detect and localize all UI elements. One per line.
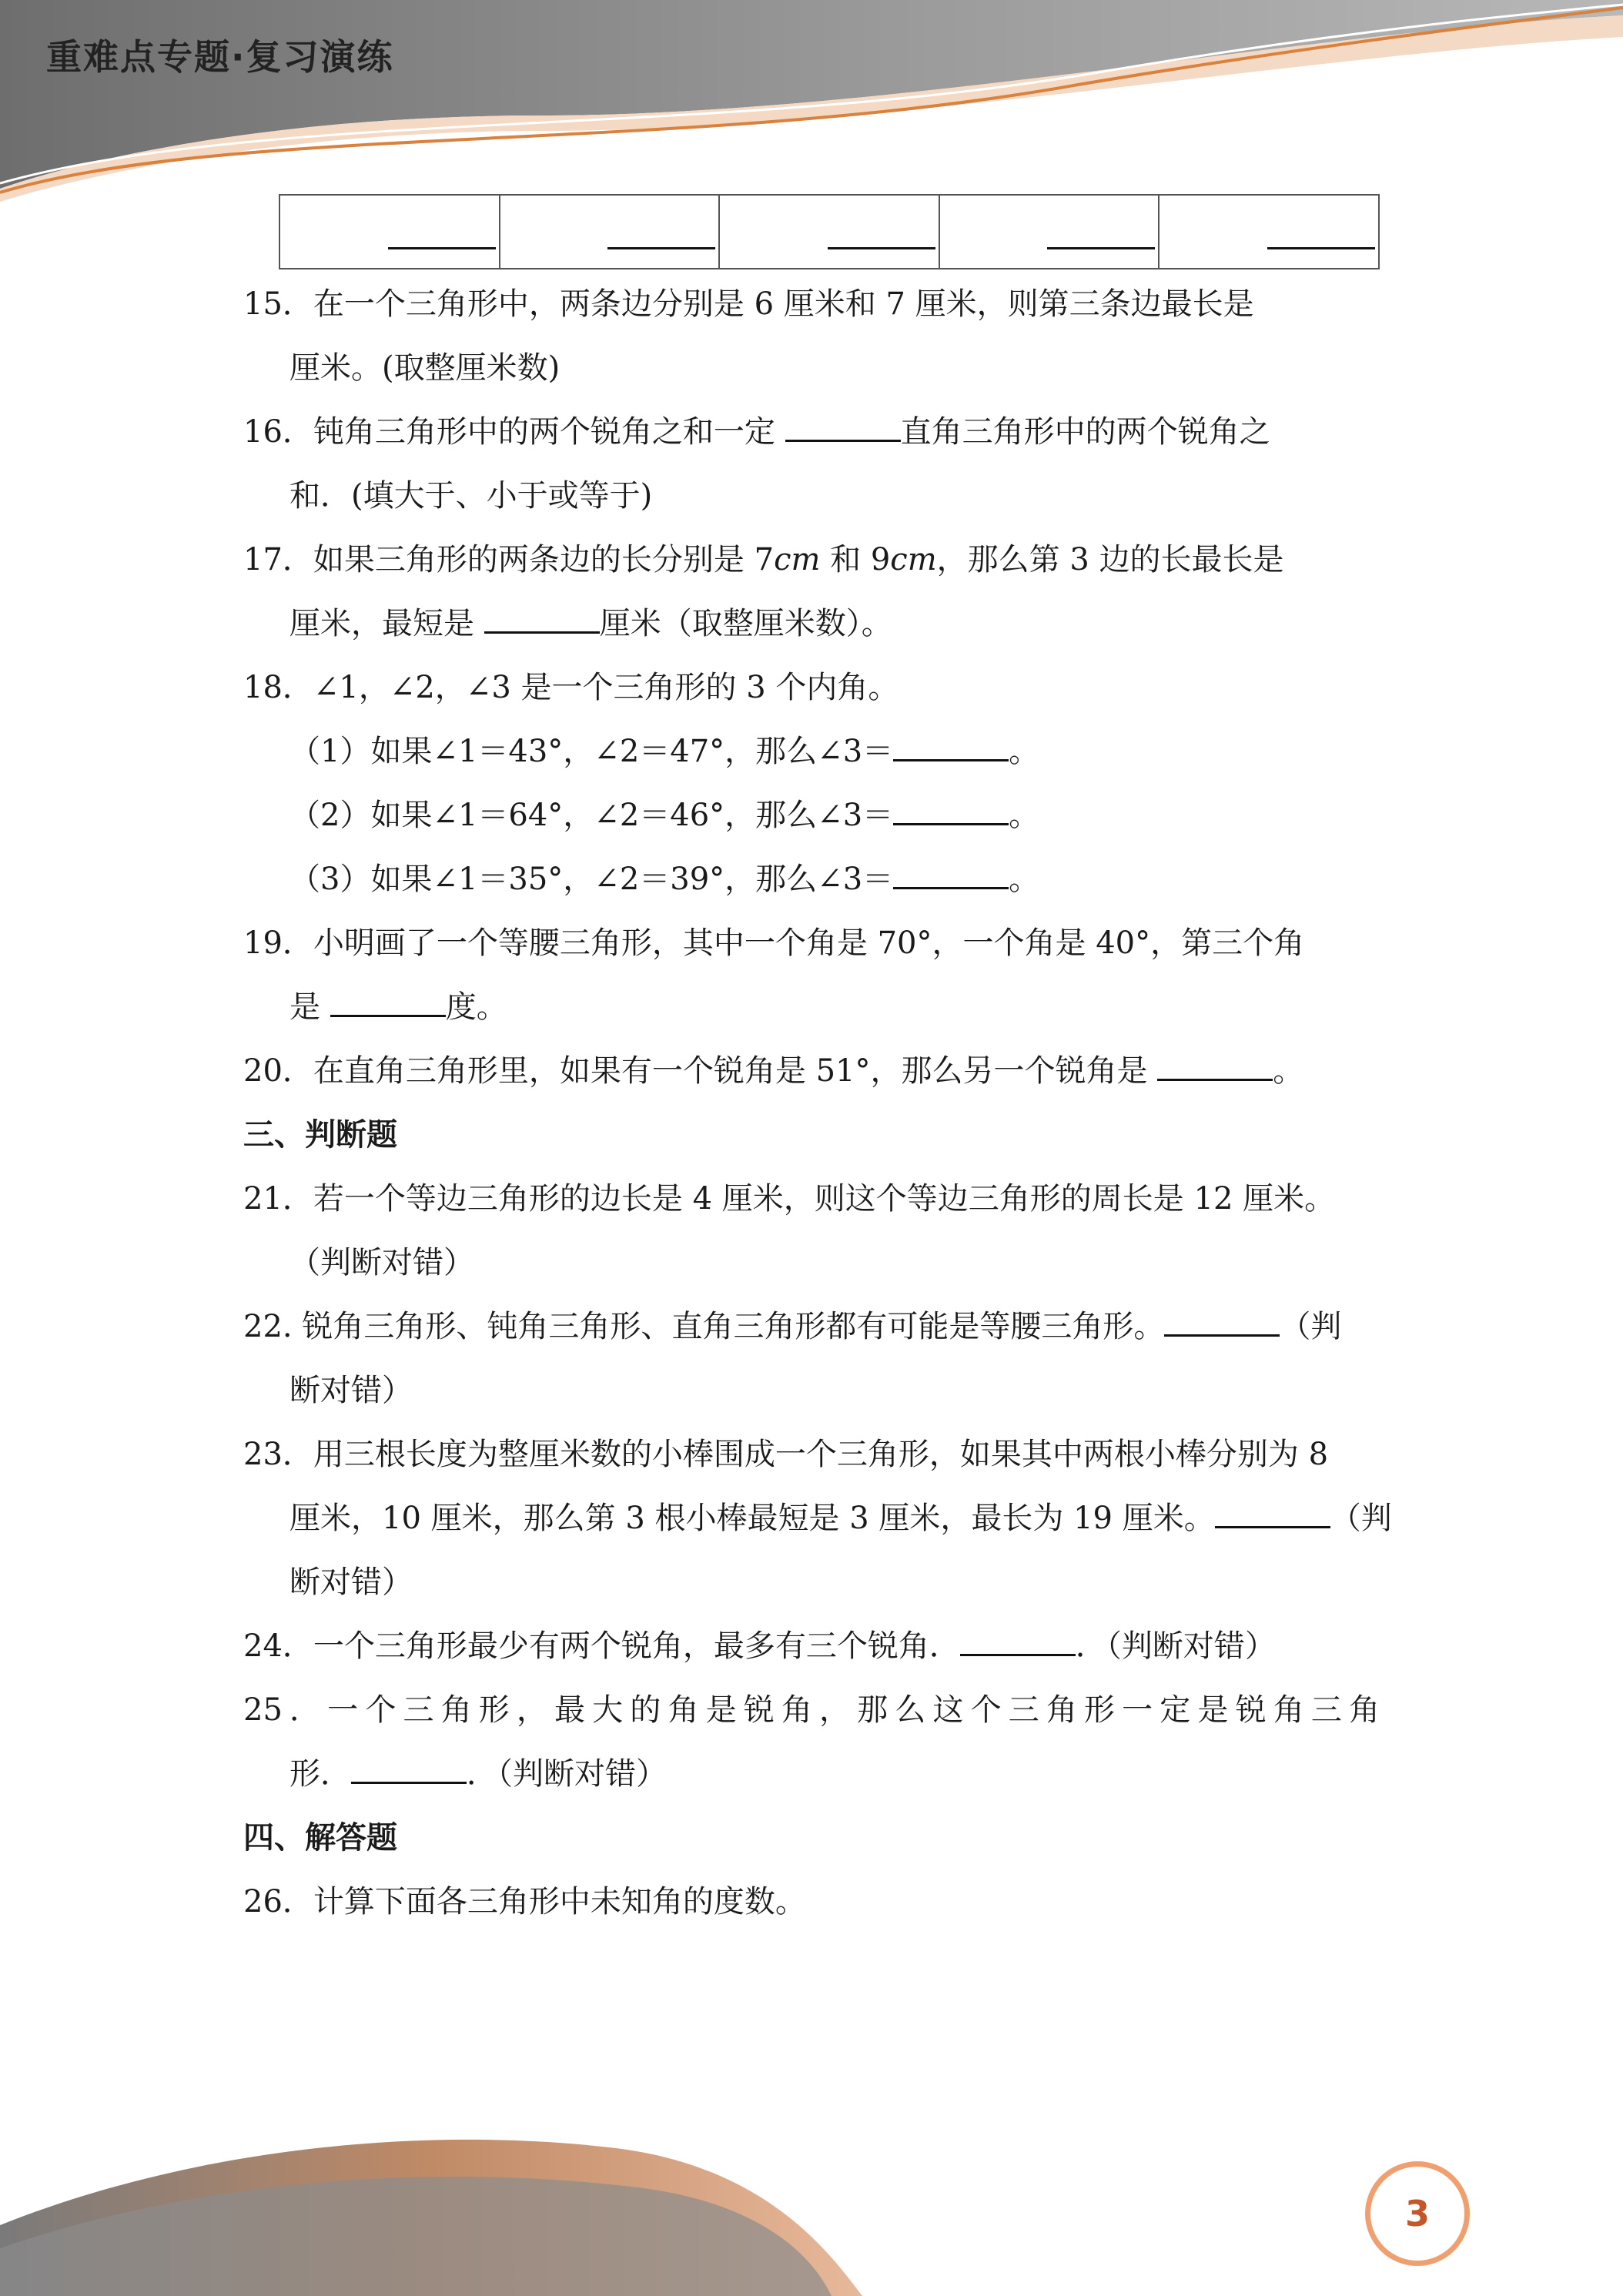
- question-text: （2）如果∠1＝64°，∠2＝46°，那么∠3＝: [289, 798, 894, 833]
- question-23: [243, 1423, 1380, 1487]
- question-15-cont: [243, 336, 1380, 400]
- table-cell: [939, 195, 1160, 269]
- question-list: [243, 273, 1392, 1934]
- question-text: ，那么第 3 边的长最长是: [936, 542, 1284, 577]
- question-text: 24．一个三角形最少有两个锐角，最多有三个锐角．: [243, 1628, 960, 1664]
- answer-blank[interactable]: [1164, 1308, 1280, 1337]
- question-text: 断对错）: [289, 1565, 413, 1600]
- question-text: 17．如果三角形的两条边的长分别是 7: [243, 542, 775, 577]
- question-18-part-3: [243, 848, 1380, 912]
- answer-blank[interactable]: [1047, 221, 1155, 249]
- question-text: 厘米，最短是: [289, 606, 484, 641]
- question-17-cont: [243, 592, 1380, 656]
- question-22-cont: [243, 1359, 1380, 1423]
- question-18-part-2: [243, 784, 1380, 848]
- question-text: 21．若一个等边三角形的边长是 4 厘米，则这个等边三角形的周长是 12 厘米。: [243, 1181, 1336, 1217]
- question-text: 19．小明画了一个等腰三角形，其中一个角是 70°，一个角是 40°，第三个角: [243, 925, 1305, 961]
- question-23-cont: [243, 1487, 1392, 1551]
- question-25-cont: [243, 1742, 1380, 1806]
- answer-blank[interactable]: [785, 413, 901, 442]
- table-cell: [279, 195, 500, 269]
- section-heading-true-false: 三、判断题: [243, 1117, 397, 1153]
- question-20: [243, 1039, 1380, 1103]
- question-24: [243, 1615, 1380, 1678]
- question-text: （判: [1280, 1309, 1342, 1344]
- question-text: 和 9: [820, 542, 891, 577]
- question-15: [243, 273, 1380, 336]
- question-text: 15．在一个三角形中，两条边分别是 6 厘米和 7 厘米，则第三条边最长是: [243, 286, 1254, 322]
- punctuation: 。: [1009, 798, 1040, 833]
- answer-blank[interactable]: [607, 221, 715, 249]
- question-text: 18．∠1，∠2，∠3 是一个三角形的 3 个内角。: [243, 670, 899, 705]
- answer-blank[interactable]: [893, 733, 1009, 761]
- header-title: 重难点专题·复习演练: [46, 36, 394, 78]
- answer-blank[interactable]: [828, 221, 935, 249]
- question-18-part-1: [243, 720, 1380, 784]
- question-text: （1）如果∠1＝43°，∠2＝47°，那么∠3＝: [289, 734, 894, 769]
- question-text: 度。: [445, 989, 507, 1025]
- question-18: [243, 656, 1380, 720]
- question-text: ．（判断对错）: [467, 1756, 667, 1792]
- answer-blank[interactable]: [1267, 221, 1375, 249]
- question-19-cont: [243, 976, 1380, 1039]
- question-22: [243, 1295, 1380, 1359]
- question-text: 16．钝角三角形中的两个锐角之和一定: [243, 414, 785, 450]
- question-21-cont: [243, 1231, 1380, 1295]
- question-text: 直角三角形中的两个锐角之: [900, 414, 1270, 450]
- question-text: ．（判断对错）: [1075, 1628, 1276, 1664]
- answer-blank[interactable]: [388, 221, 496, 249]
- question-25: [243, 1678, 1380, 1742]
- punctuation: 。: [1009, 862, 1040, 897]
- question-text: 厘米。(取整厘米数): [289, 350, 561, 386]
- question-text: 断对错）: [289, 1373, 413, 1408]
- punctuation: 。: [1009, 734, 1040, 769]
- question-text: 厘米，10 厘米，那么第 3 根小棒最短是 3 厘米，最长为 19 厘米。: [289, 1501, 1215, 1536]
- answer-blank[interactable]: [960, 1628, 1076, 1656]
- question-text: 是: [289, 989, 330, 1025]
- question-21: [243, 1167, 1380, 1231]
- question-text: （判断对错）: [289, 1245, 474, 1280]
- page-number: 3: [1365, 2161, 1470, 2266]
- answer-blank[interactable]: [351, 1755, 467, 1784]
- answer-blank[interactable]: [330, 989, 446, 1017]
- question-text: 形．: [289, 1756, 351, 1792]
- unit-text: cm: [890, 542, 937, 577]
- answer-blank[interactable]: [893, 797, 1009, 825]
- answer-blank[interactable]: [484, 605, 600, 634]
- question-17: [243, 528, 1380, 592]
- question-text: 22. 锐角三角形、钝角三角形、直角三角形都有可能是等腰三角形。: [243, 1309, 1165, 1344]
- unit-text: cm: [774, 542, 821, 577]
- answer-blank[interactable]: [1215, 1500, 1330, 1528]
- question-16: [243, 400, 1380, 464]
- table-cell: [719, 195, 939, 269]
- question-text: 20．在直角三角形里，如果有一个锐角是 51°，那么另一个锐角是: [243, 1053, 1158, 1089]
- section-heading-solve: 四、解答题: [243, 1820, 397, 1856]
- answer-table: [279, 194, 1380, 269]
- question-19: [243, 912, 1380, 976]
- question-text: 25．一个三角形，最大的角是锐角，那么这个三角形一定是锐角三角: [243, 1692, 1380, 1728]
- question-text: 26．计算下面各三角形中未知角的度数。: [243, 1884, 806, 1919]
- question-text: （3）如果∠1＝35°，∠2＝39°，那么∠3＝: [289, 862, 894, 897]
- table-cell: [1159, 195, 1379, 269]
- punctuation: 。: [1273, 1053, 1304, 1089]
- question-text: 和．(填大于、小于或等于): [289, 478, 653, 514]
- question-16-cont: [243, 464, 1380, 528]
- table-cell: [500, 195, 720, 269]
- question-text: 厘米（取整厘米数）。: [599, 606, 892, 641]
- answer-blank[interactable]: [893, 861, 1009, 889]
- question-text: 23．用三根长度为整厘米数的小棒围成一个三角形，如果其中两根小棒分别为 8: [243, 1437, 1329, 1472]
- answer-blank[interactable]: [1157, 1053, 1273, 1081]
- question-23-cont-2: [243, 1551, 1380, 1615]
- question-text: （判: [1330, 1501, 1392, 1536]
- question-26: [243, 1870, 1380, 1934]
